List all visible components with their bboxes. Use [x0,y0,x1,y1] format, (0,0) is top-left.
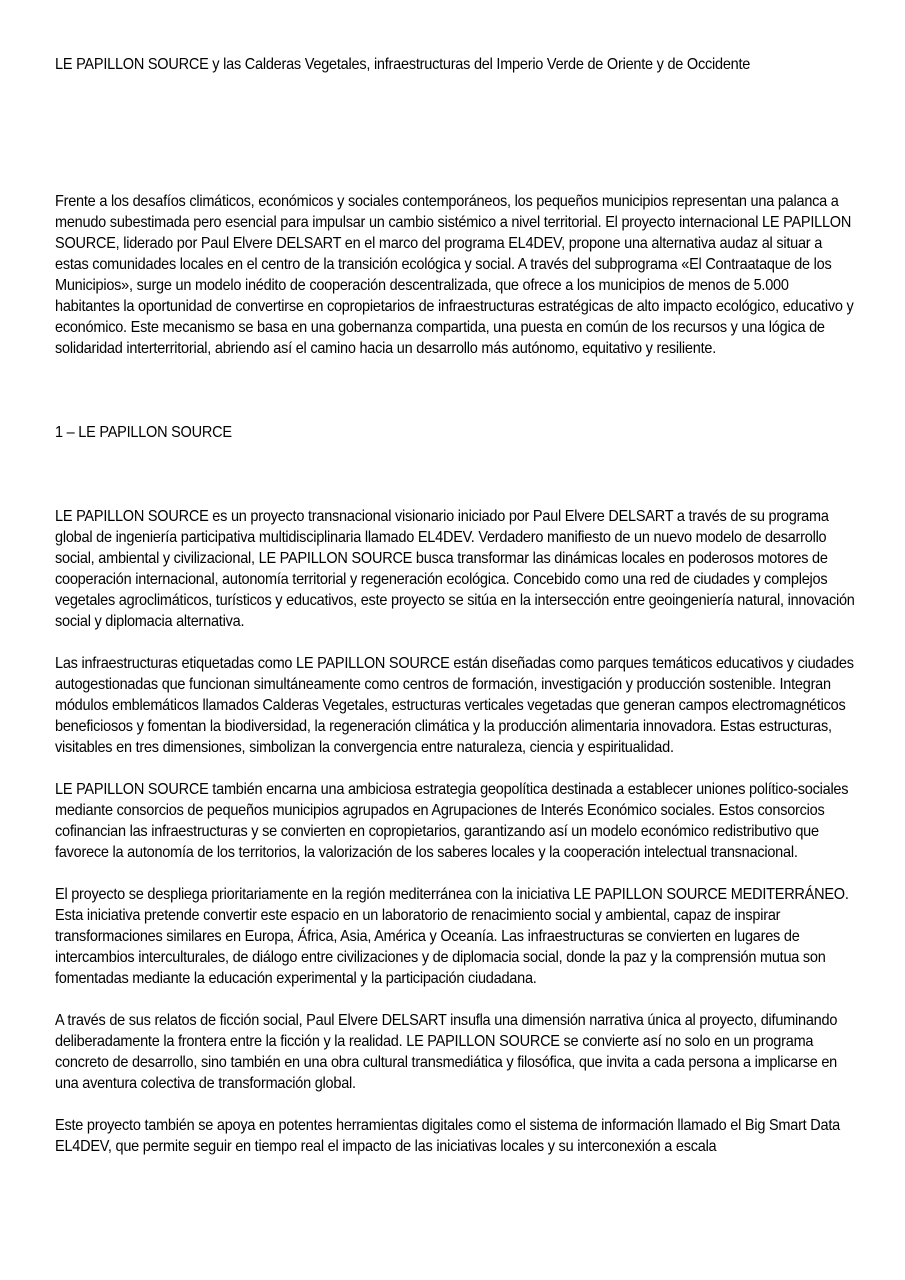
body-paragraph: LE PAPILLON SOURCE es un proyecto transnacional visionario iniciado por Paul Elvere DELSART a través de su programa global de ingeniería participativa multidisciplinaria llamado EL4DEV. Verdadero manifiesto de un nuevo modelo de desarrollo social, ambiental y civilizacional, LE PAPILLON SOURCE busca transformar las dinámicas locales en poderosos motores de cooperación internacional, autonomía territorial y regeneración ecológica. Concebido como una red de ciudades y complejos vegetales agroclimáticos, turísticos y educativos, este proyecto se sitúa en la intersección entre geoingeniería natural, innovación social y diplomacia alternativa. [55,508,855,630]
body-paragraph: Este proyecto también se apoya en potentes herramientas digitales como el sistema de información llamado el Big Smart Data EL4DEV, que permite seguir en tiempo real el impacto de las iniciativas locales y su interconexión a escala [55,1117,840,1155]
body-paragraph: LE PAPILLON SOURCE también encarna una ambiciosa estrategia geopolítica destinada a establecer uniones político-sociales mediante consorcios de pequeños municipios agrupados en Agrupaciones de Interés Económico sociales. Estos consorcios cofinancian las infraestructuras y se convierten en copropietarios, garantizando así un modelo económico redistributivo que favorece la autonomía de los territorios, la valorización de los saberes locales y la cooperación intelectual transnacional. [55,781,849,861]
document-page [55,54,855,1157]
body-paragraph: A través de sus relatos de ficción social, Paul Elvere DELSART insufla una dimensión narrativa única al proyecto, difuminando deliberadamente la frontera entre la ficción y la realidad. LE PAPILLON SOURCE se convierte así no solo en un programa concreto de desarrollo, sino también en una obra cultural transmediática y filosófica, que invita a cada persona a implicarse en una aventura colectiva de transformación global. [55,1012,838,1092]
intro-paragraph: Frente a los desafíos climáticos, económicos y sociales contemporáneos, los pequeños municipios representan una palanca a menudo subestimada pero esencial para impulsar un cambio sistémico a nivel territorial. El proyecto internacional LE PAPILLON SOURCE, liderado por Paul Elvere DELSART en el marco del programa EL4DEV, propone una alternativa audaz al situar a estas comunidades locales en el centro de la transición ecológica y social. A través del subprograma «El Contraataque de los Municipios», surge un modelo inédito de cooperación descentralizada, que ofrece a los municipios de menos de 5.000 habitantes la oportunidad de convertirse en copropietarios de infraestructuras estratégicas de alto impacto ecológico, educativo y económico. Este mecanismo se basa en una gobernanza compartida, una puesta en común de los recursos y una lógica de solidaridad interterritorial, abriendo así el camino hacia un desarrollo más autónomo, equitativo y resiliente. [55,193,854,357]
document-title: LE PAPILLON SOURCE y las Calderas Vegetales, infraestructuras del Imperio Verde de Oriente y de Occidente [55,56,751,73]
body-paragraph: Las infraestructuras etiquetadas como LE PAPILLON SOURCE están diseñadas como parques temáticos educativos y ciudades autogestionadas que funcionan simultáneamente como centros de formación, investigación y producción sostenible. Integran módulos emblemáticos llamados Calderas Vegetales, estructuras verticales vegetadas que generan campos electromagnéticos beneficiosos y fomentan la biodiversidad, la regeneración climática y la producción alimentaria innovadora. Estas estructuras, visitables en tres dimensiones, simbolizan la convergencia entre naturaleza, ciencia y espiritualidad. [55,655,854,756]
body-paragraph: El proyecto se despliega prioritariamente en la región mediterránea con la iniciativa LE PAPILLON SOURCE MEDITERRÁNEO. Esta iniciativa pretende convertir este espacio en un laboratorio de renacimiento social y ambiental, capaz de inspirar transformaciones similares en Europa, África, Asia, América y Oceanía. Las infraestructuras se convierten en lugares de intercambios interculturales, de diálogo entre civilizaciones y de diplomacia social, donde la paz y la comprensión mutua son fomentadas mediante la educación experimental y la participación ciudadana. [55,886,849,987]
section-heading: 1 – LE PAPILLON SOURCE [55,424,232,441]
